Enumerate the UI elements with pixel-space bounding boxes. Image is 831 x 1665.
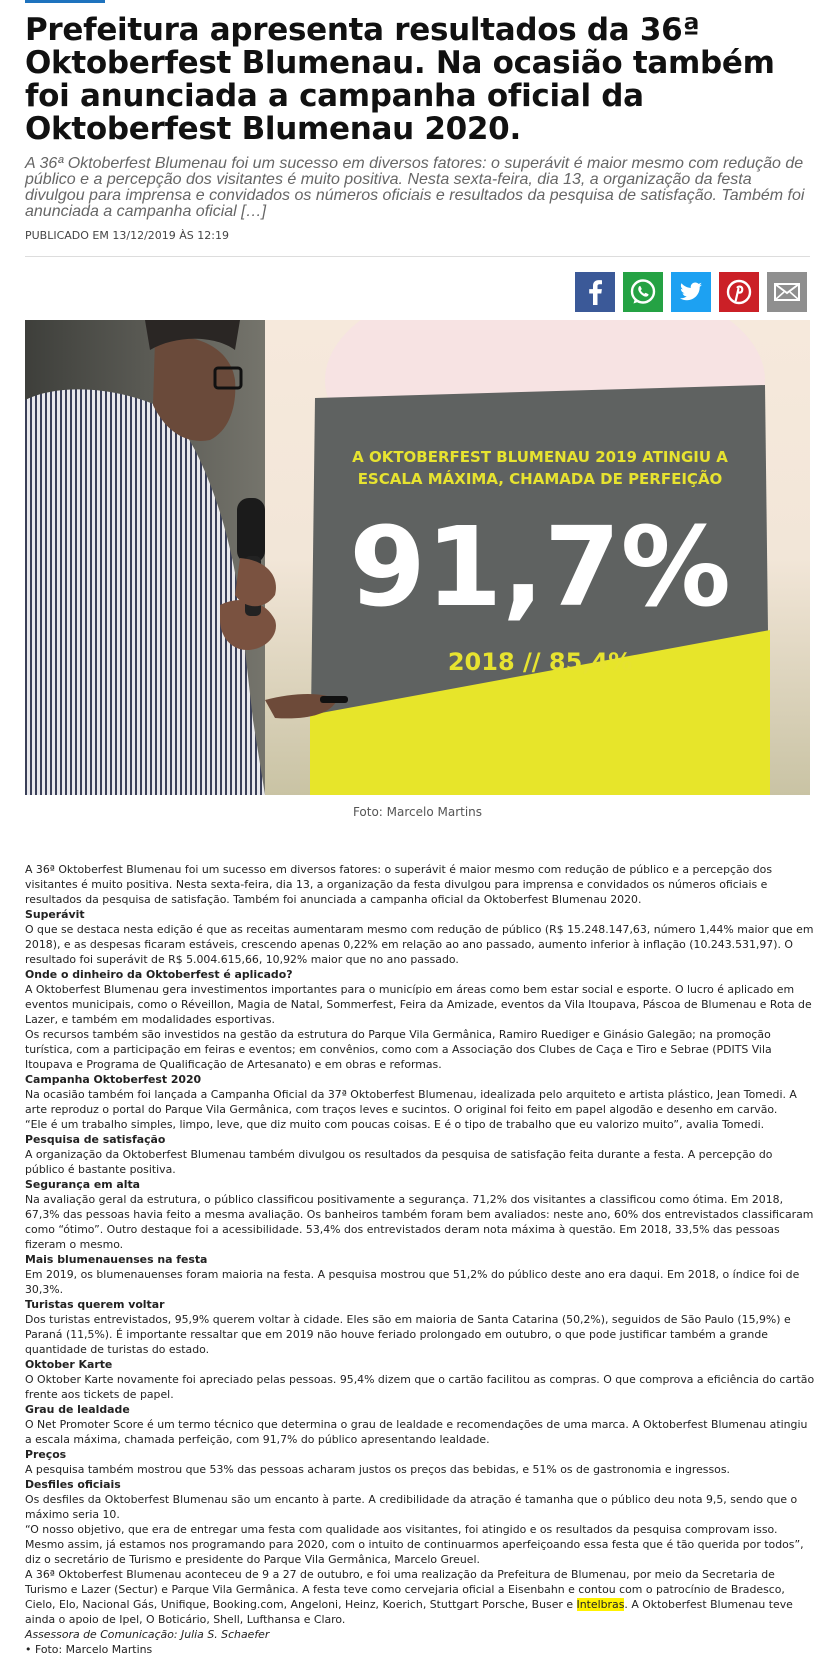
photo-credit: Foto: Marcelo Martins <box>35 1643 153 1656</box>
slide-heading-line2: ESCALA MÁXIMA, CHAMADA DE PERFEIÇÃO <box>357 470 723 488</box>
photo-caption: Foto: Marcelo Martins <box>352 805 483 819</box>
pinterest-icon <box>719 272 759 312</box>
facebook-icon <box>575 272 615 312</box>
section-heading: Preços <box>25 1448 67 1461</box>
section-paragraph: Na ocasião também foi lançada a Campanha Oficial da 37ª Oktoberfest Blumenau, idealizada pelo arquiteto e artista plástico, Jean Tomedi. A arte reproduz o portal do Parque Vila Germânica, com traços leves e sucintos. O original foi feito em papel algodão e desenho em carvão. <box>25 1088 797 1116</box>
bullet-dot: • <box>25 1643 32 1656</box>
share-whatsapp-button[interactable] <box>623 272 663 312</box>
section-paragraph: Dos turistas entrevistados, 95,9% querem voltar à cidade. Eles são em maioria de Santa Catarina (50,2%), seguidos de São Paulo (15,9%) e Paraná (11,5%). É importante ressaltar que em 2019 não houve feriado prolongado em outubro, o que pode justificar também a grande quantidade de turistas do estado. <box>25 1313 791 1356</box>
section-heading: Segurança em alta <box>25 1178 141 1191</box>
press-credit: Assessora de Comunicação: Julia S. Schaefer <box>25 1628 270 1641</box>
section-heading: Onde o dinheiro da Oktoberfest é aplicado? <box>25 968 293 981</box>
section-paragraph: Os desfiles da Oktoberfest Blumenau são um encanto à parte. A credibilidade da atração é tamanha que o público deu nota 9,5, sendo que o máximo seria 10. <box>25 1493 798 1521</box>
share-facebook-button[interactable] <box>575 272 615 312</box>
section-paragraph: O Oktober Karte novamente foi apreciado pelas pessoas. 95,4% dizem que o cartão facilitou as compras. O que comprova a eficiência do cartão frente aos tickets de papel. <box>25 1373 815 1401</box>
slide-previous-result: 2018 // 85,4% <box>447 648 633 676</box>
sponsor-highlight: Intelbras <box>576 1598 625 1611</box>
article-lead: A 36ª Oktoberfest Blumenau foi um sucesso em diversos fatores: o superávit é maior mesmo com redução de público e a percepção dos visitantes é muito positiva. Nesta sexta-feira, dia 13, a organização da festa divulgou para imprensa e convidados os números oficiais e resultados da pesquisa de satisfação. Também foi anunciada a campanha oficial […] <box>25 155 805 220</box>
section-heading: Oktober Karte <box>25 1358 113 1371</box>
section-paragraph: Os recursos também são investidos na gestão da estrutura do Parque Vila Germânica, Ramiro Ruediger e Ginásio Galegão; na promoção turística, com a participação em feiras e eventos; em convênios, como com a Associação dos Clubes de Caça e Tiro e Sebrae (PDITS Vila Itoupava e Programa de Qualificação de Artesanato) e em obras e reformas. <box>25 1028 772 1071</box>
photo-credit-item <box>25 1642 815 1657</box>
twitter-icon <box>671 272 711 312</box>
closing-text-b: . A Oktoberfest Blumenau teve ainda o apoio de Ipel, O Boticário, Shell, Lufthansa e Claro. <box>25 1598 793 1626</box>
section-heading: Desfiles oficiais <box>25 1478 121 1491</box>
section-paragraph: A pesquisa também mostrou que 53% das pessoas acharam justos os preços das bebidas, e 51% os de gastronomia e ingressos. <box>25 1463 730 1476</box>
section-paragraph: A organização da Oktoberfest Blumenau também divulgou os resultados da pesquisa de satisfação feita durante a festa. A percepção do público é bastante positiva. <box>25 1148 773 1176</box>
article-photo <box>25 320 810 795</box>
section-paragraph: O Net Promoter Score é um termo técnico que determina o grau de lealdade e recomendações de uma marca. A Oktoberfest Blumenau atingiu a escala máxima, chamada perfeição, com 91,7% do público apresentando lealdade. <box>25 1418 808 1446</box>
section-heading: Mais blumenauenses na festa <box>25 1253 208 1266</box>
section-paragraph: A Oktoberfest Blumenau gera investimentos importantes para o município em áreas como bem estar social e esporte. O lucro é aplicado em eventos municipais, como o Réveillon, Magia de Natal, Sommerfest, Feira da Amizade, eventos da Vila Itoupava, Páscoa de Blumenau e Rota de Lazer, e também em modalidades esportivas. <box>25 983 812 1026</box>
share-pinterest-button[interactable] <box>719 272 759 312</box>
share-twitter-button[interactable] <box>671 272 711 312</box>
article-title: Prefeitura apresenta resultados da 36ª Oktoberfest Blumenau. Na ocasião também foi anunciada a campanha oficial da Oktoberfest Blumenau 2020. <box>25 12 775 147</box>
whatsapp-icon <box>623 272 663 312</box>
section-heading: Pesquisa de satisfação <box>25 1133 166 1146</box>
section-heading: Turistas querem voltar <box>25 1298 165 1311</box>
publish-date: PUBLICADO EM 13/12/2019 ÀS 12:19 <box>25 229 229 242</box>
section-heading: Campanha Oktoberfest 2020 <box>25 1073 202 1086</box>
closing-text-a: A 36ª Oktoberfest Blumenau aconteceu de 9 a 27 de outubro, e foi uma realização da Prefeitura de Blumenau, por meio da Secretaria de Turismo e Lazer (Sectur) e Parque Vila Germânica. A festa teve como cervejaria oficial a Eisenbahn e contou com o patrocínio de Bradesco, Cielo, Elo, Nacional Gás, Unifique, Booking.com, Angeloni, Heinz, Koerich, Stuttgart Porsche, Buser e <box>25 1568 785 1611</box>
section-quote: “Ele é um trabalho simples, limpo, leve, que diz muito com poucas coisas. E é o tipo de trabalho que eu valorizo muito”, avalia Tomedi. <box>25 1118 765 1131</box>
section-paragraph: Em 2019, os blumenauenses foram maioria na festa. A pesquisa mostrou que 51,2% do público deste ano era daqui. Em 2018, o índice foi de 30,3%. <box>25 1268 800 1296</box>
share-email-button[interactable] <box>767 272 807 312</box>
section-paragraph: Na avaliação geral da estrutura, o público classificou positivamente a segurança. 71,2% dos visitantes a classificou como ótima. Em 2018, 67,3% das pessoas havia feito a mesma avaliação. Os banheiros também foram bem avaliados: neste ano, 60% dos entrevistados classificaram como “ótimo”. Outro destaque foi a acessibilidade. 53,4% dos entrevistados deram nota máxima à questão. Em 2018, 33,5% das pessoas fizeram o mesmo. <box>25 1193 814 1251</box>
slide-big-number: 91,7% <box>349 503 731 631</box>
section-heading: Superávit <box>25 908 85 921</box>
email-icon <box>767 272 807 312</box>
divider <box>25 256 810 257</box>
body-intro: A 36ª Oktoberfest Blumenau foi um sucesso em diversos fatores: o superávit é maior mesmo com redução de público e a percepção dos visitantes é muito positiva. Nesta sexta-feira, dia 13, a organização da festa divulgou para imprensa e convidados os números oficiais e resultados da pesquisa de satisfação. Também foi anunciada a campanha oficial da Oktoberfest Blumenau 2020. <box>25 863 773 906</box>
top-accent-bar <box>25 0 105 3</box>
article-body <box>25 862 815 1657</box>
section-paragraph: O que se destaca nesta edição é que as receitas aumentaram mesmo com redução de público (R$ 15.248.147,63, número 1,44% maior que em 2018), e as despesas ficaram estáveis, crescendo apenas 0,22% em relação ao ano passado, aumento inferior à inflação (10.243.531,97). O resultado foi superávit de R$ 5.004.615,66, 10,92% maior que no ano passado. <box>25 923 814 966</box>
section-quote: “O nosso objetivo, que era de entregar uma festa com qualidade aos visitantes, foi atingido e os resultados da pesquisa comprovam isso. Mesmo assim, já estamos nos programando para 2020, com o intuito de continuarmos aperfeiçoando essa festa que é tão querida por todos”, diz o secretário de Turismo e presidente do Parque Vila Germânica, Marcelo Greuel. <box>25 1523 804 1566</box>
slide-heading-line1: A OKTOBERFEST BLUMENAU 2019 ATINGIU A <box>352 448 728 466</box>
share-bar <box>575 272 807 312</box>
closing-paragraph <box>25 1567 815 1627</box>
section-heading: Grau de lealdade <box>25 1403 130 1416</box>
